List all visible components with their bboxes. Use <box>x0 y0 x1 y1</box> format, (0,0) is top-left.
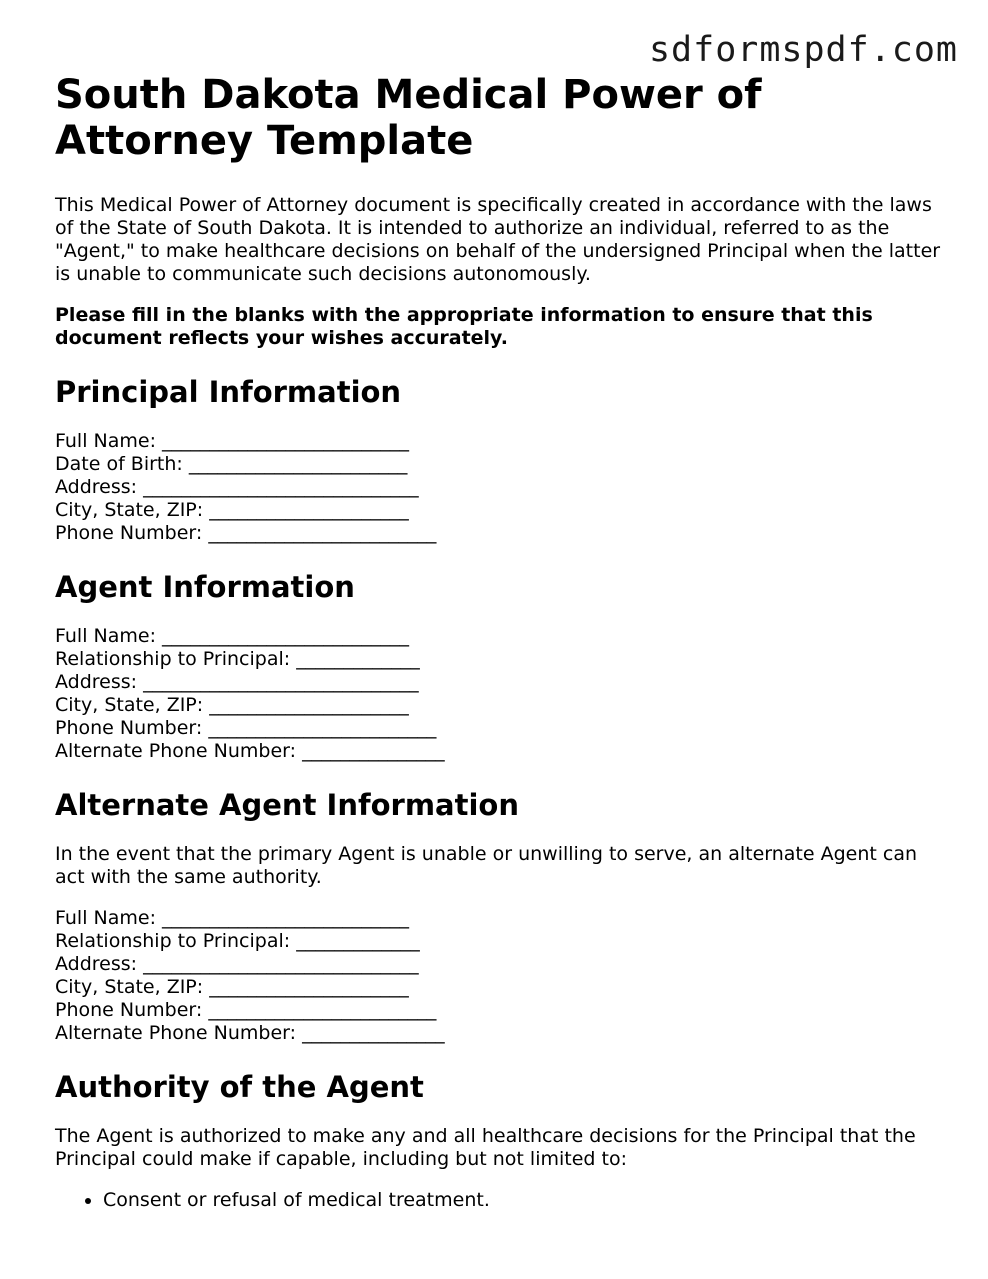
document-page <box>55 72 945 1212</box>
alternate-agent-heading: Alternate Agent Information <box>55 788 519 822</box>
principal-full-name-field[interactable]: Full Name: __________________________ <box>55 430 410 452</box>
alternate-agent-address-field[interactable]: Address: _____________________________ <box>55 953 419 975</box>
agent-address-field[interactable]: Address: _____________________________ <box>55 671 419 693</box>
agent-full-name-field[interactable]: Full Name: __________________________ <box>55 625 410 647</box>
instruction-paragraph: Please fill in the blanks with the appropriate information to ensure that this document reflects your wishes accurately. <box>55 304 873 349</box>
agent-fields <box>55 625 945 763</box>
alternate-agent-section <box>55 787 945 1045</box>
agent-heading: Agent Information <box>55 570 355 604</box>
agent-city-state-zip-field[interactable]: City, State, ZIP: _____________________ <box>55 694 409 716</box>
principal-fields <box>55 430 945 545</box>
authority-heading: Authority of the Agent <box>55 1070 424 1104</box>
alternate-agent-fields <box>55 907 945 1045</box>
intro-paragraph: This Medical Power of Attorney document is specifically created in accordance with the laws of the State of South Dakota. It is intended to authorize an individual, referred to as the "Agent," to make healthcare decisions on behalf of the undersigned Principal when the latter is unable to communicate such decisions autonomously. <box>55 194 941 285</box>
alternate-agent-relationship-field[interactable]: Relationship to Principal: _____________ <box>55 930 420 952</box>
authority-paragraph: The Agent is authorized to make any and all healthcare decisions for the Principal that the Principal could make if capable, including but not limited to: <box>55 1125 916 1170</box>
watermark: sdformspdf.com <box>648 30 958 70</box>
principal-phone-field[interactable]: Phone Number: ________________________ <box>55 522 437 544</box>
principal-heading: Principal Information <box>55 375 402 409</box>
authority-section <box>55 1069 945 1212</box>
principal-section <box>55 374 945 545</box>
list-item: • Consent or refusal of medical treatment. <box>103 1189 945 1212</box>
alternate-agent-city-state-zip-field[interactable]: City, State, ZIP: _____________________ <box>55 976 409 998</box>
page-title: South Dakota Medical Power of Attorney Template <box>55 72 762 164</box>
authority-list <box>55 1189 945 1212</box>
alternate-agent-full-name-field[interactable]: Full Name: __________________________ <box>55 907 410 929</box>
agent-section <box>55 569 945 763</box>
principal-address-field[interactable]: Address: _____________________________ <box>55 476 419 498</box>
principal-city-state-zip-field[interactable]: City, State, ZIP: _____________________ <box>55 499 409 521</box>
alternate-agent-phone-field[interactable]: Phone Number: ________________________ <box>55 999 437 1021</box>
principal-date-of-birth-field[interactable]: Date of Birth: _______________________ <box>55 453 408 475</box>
alternate-agent-alternate-phone-field[interactable]: Alternate Phone Number: _______________ <box>55 1022 445 1044</box>
agent-phone-field[interactable]: Phone Number: ________________________ <box>55 717 437 739</box>
agent-relationship-field[interactable]: Relationship to Principal: _____________ <box>55 648 420 670</box>
agent-alternate-phone-field[interactable]: Alternate Phone Number: _______________ <box>55 740 445 762</box>
alternate-agent-paragraph: In the event that the primary Agent is unable or unwilling to serve, an alternate Agent can act with the same authority. <box>55 843 918 888</box>
